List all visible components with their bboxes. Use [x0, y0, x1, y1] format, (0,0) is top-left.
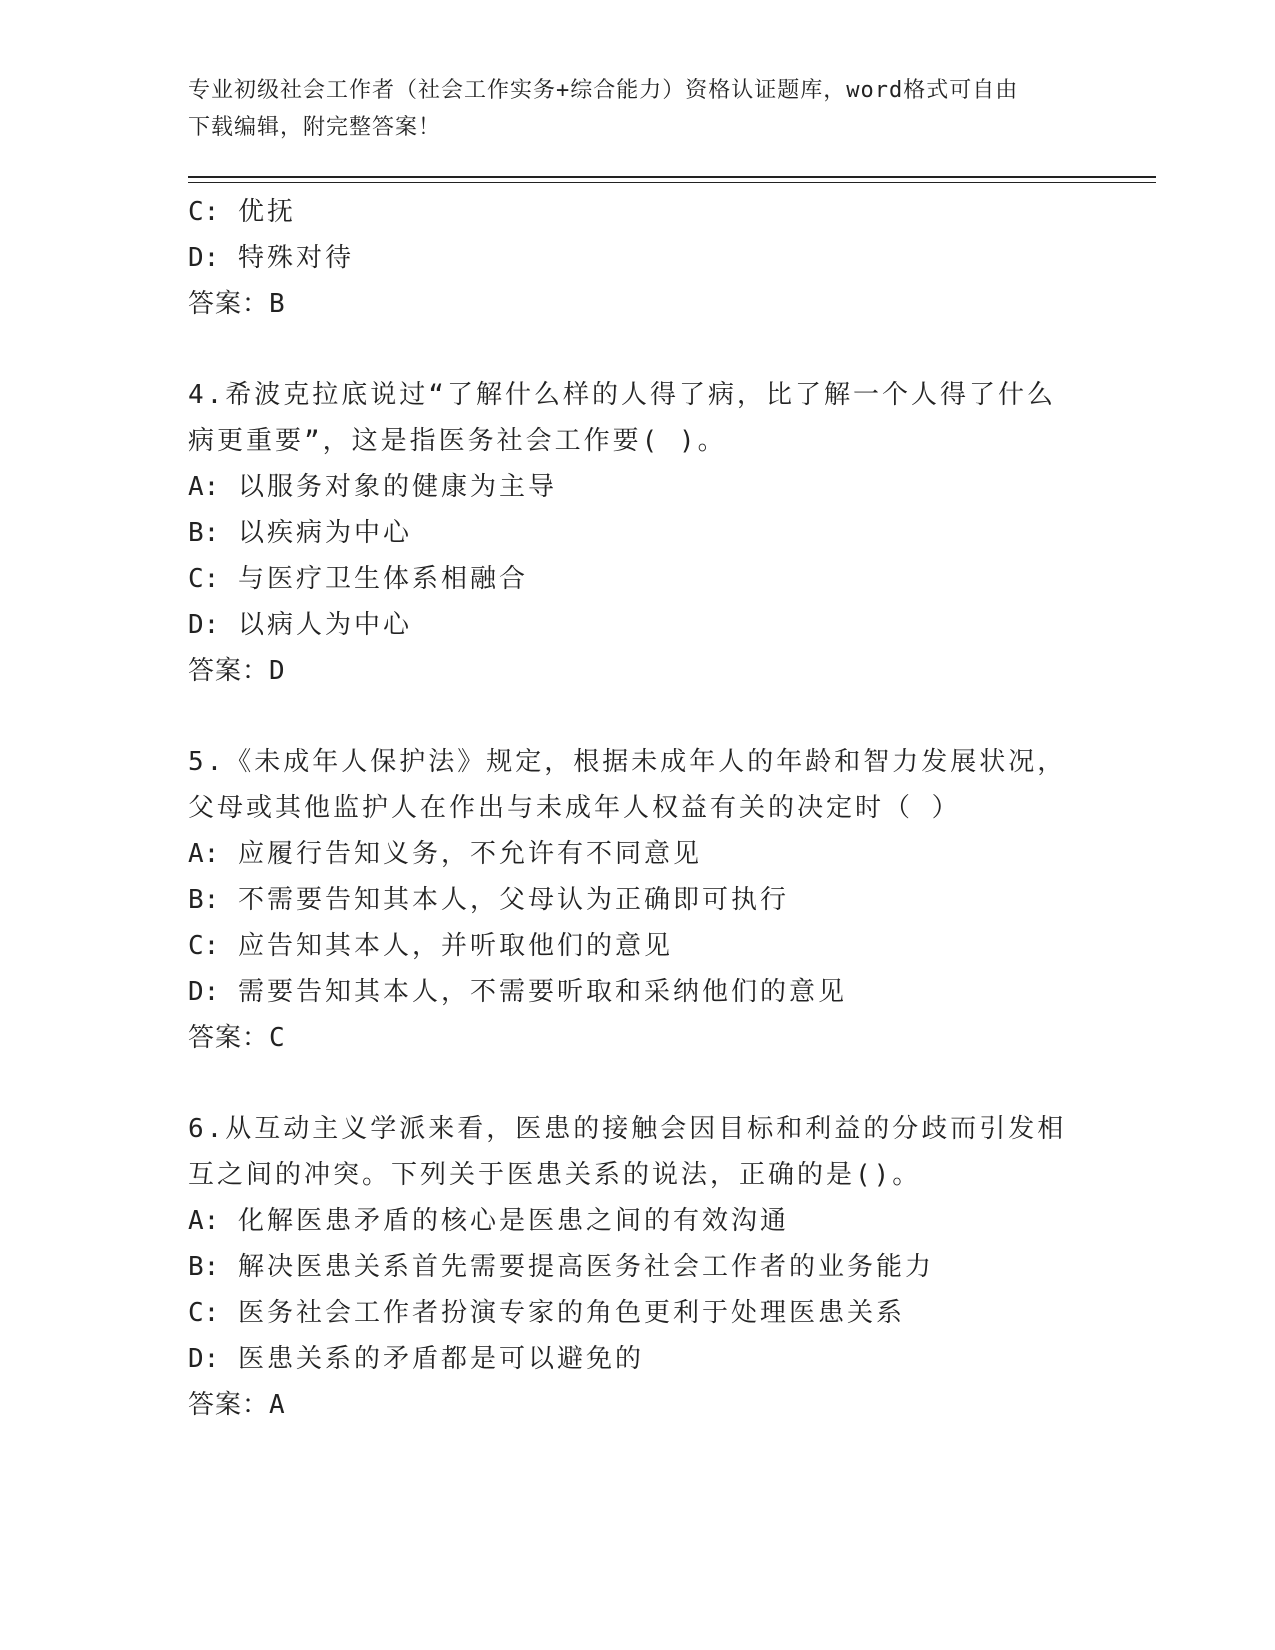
- option-letter: B:: [188, 518, 220, 548]
- option-text: 优抚: [237, 197, 296, 227]
- question-stem-line: 互之间的冲突。下列关于医患关系的说法，正确的是()。: [188, 1160, 922, 1190]
- option-text: 以病人为中心: [237, 610, 412, 640]
- option-text: 化解医患矛盾的核心是医患之间的有效沟通: [237, 1206, 789, 1236]
- answer-line: 答案：B: [188, 289, 286, 319]
- question-5: [188, 739, 1088, 1061]
- option-letter: B:: [188, 1252, 220, 1282]
- spacer: [188, 1061, 1088, 1106]
- question-stem-line: 4.希波克拉底说过“了解什么样的人得了病，比了解一个人得了什么: [188, 380, 1056, 410]
- question-stem-line: 病更重要”，这是指医务社会工作要( )。: [188, 426, 727, 456]
- option-letter: A:: [188, 839, 220, 869]
- option-letter: D:: [188, 1344, 220, 1374]
- question-stem-line: 6.从互动主义学派来看，医患的接触会因目标和利益的分歧而引发相: [188, 1114, 1067, 1144]
- page-header: [188, 72, 1088, 146]
- option-text: 解决医患关系首先需要提高医务社会工作者的业务能力: [237, 1252, 934, 1282]
- answer-line: 答案：A: [188, 1390, 286, 1420]
- option-a: [188, 464, 1088, 510]
- option-text: 与医疗卫生体系相融合: [237, 564, 528, 594]
- option-d: [188, 602, 1088, 648]
- question-6: [188, 1106, 1088, 1428]
- option-b: [188, 510, 1088, 556]
- option-text: 以服务对象的健康为主导: [237, 472, 557, 502]
- spacer: [188, 327, 1088, 372]
- answer-line: 答案：D: [188, 656, 286, 686]
- option-letter: C:: [188, 197, 220, 227]
- option-c: [188, 189, 1088, 235]
- option-c: [188, 923, 1088, 969]
- question-stem-line: 5.《未成年人保护法》规定，根据未成年人的年龄和智力发展状况，: [188, 747, 1067, 777]
- header-line-1: 专业初级社会工作者（社会工作实务+综合能力）资格认证题库，word格式可自由: [188, 78, 1019, 103]
- option-letter: C:: [188, 564, 220, 594]
- header-rule-thin: [188, 182, 1156, 183]
- question-4: [188, 372, 1088, 694]
- header-rule-thick: [188, 176, 1156, 178]
- option-b: [188, 1244, 1088, 1290]
- option-letter: C:: [188, 1298, 220, 1328]
- option-text: 以疾病为中心: [237, 518, 412, 548]
- carryover-question: [188, 189, 1088, 327]
- option-text: 不需要告知其本人，父母认为正确即可执行: [237, 885, 789, 915]
- option-text: 应履行告知义务，不允许有不同意见: [237, 839, 702, 869]
- option-text: 特殊对待: [237, 243, 354, 273]
- option-letter: C:: [188, 931, 220, 961]
- option-text: 应告知其本人，并听取他们的意见: [237, 931, 673, 961]
- option-letter: A:: [188, 472, 220, 502]
- option-c: [188, 1290, 1088, 1336]
- option-letter: D:: [188, 243, 220, 273]
- option-letter: D:: [188, 977, 220, 1007]
- option-text: 医务社会工作者扮演专家的角色更利于处理医患关系: [237, 1298, 905, 1328]
- question-stem-line: 父母或其他监护人在作出与未成年人权益有关的决定时（ ）: [188, 793, 961, 823]
- option-letter: B:: [188, 885, 220, 915]
- option-a: [188, 1198, 1088, 1244]
- option-text: 需要告知其本人，不需要听取和采纳他们的意见: [237, 977, 847, 1007]
- answer-line: 答案：C: [188, 1023, 286, 1053]
- option-d: [188, 969, 1088, 1015]
- option-letter: D:: [188, 610, 220, 640]
- option-b: [188, 877, 1088, 923]
- header-line-2: 下载编辑，附完整答案！: [188, 115, 442, 140]
- option-d: [188, 235, 1088, 281]
- question-content: [188, 189, 1088, 1428]
- option-c: [188, 556, 1088, 602]
- spacer: [188, 694, 1088, 739]
- option-a: [188, 831, 1088, 877]
- option-text: 医患关系的矛盾都是可以避免的: [237, 1344, 644, 1374]
- option-letter: A:: [188, 1206, 220, 1236]
- option-d: [188, 1336, 1088, 1382]
